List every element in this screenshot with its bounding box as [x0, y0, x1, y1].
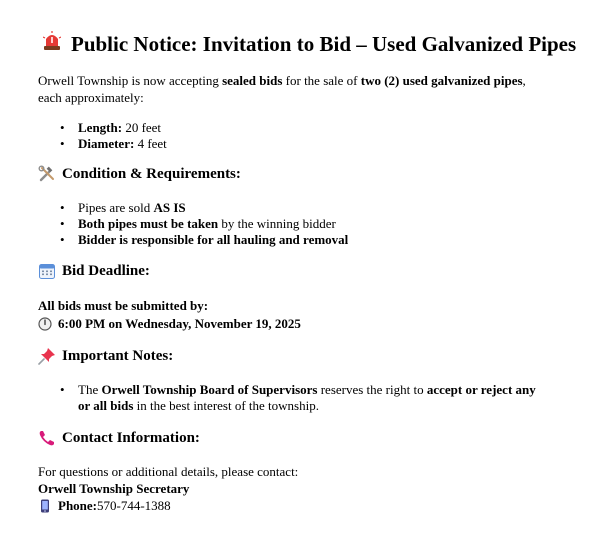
list-item: • Bidder is responsible for all hauling and removal [60, 232, 349, 247]
deadline-heading-text: Bid Deadline: [62, 262, 150, 279]
note-bold: accept or reject any [426, 382, 536, 397]
pushpin-icon [38, 347, 56, 365]
deadline-heading [38, 262, 150, 280]
clock-icon [38, 317, 52, 331]
contact-name: Orwell Township Secretary [38, 481, 190, 496]
condition-bold: AS IS [153, 200, 186, 215]
intro-bold-sealed: sealed bids [222, 73, 283, 88]
intro-paragraph [38, 72, 568, 106]
list-item: • Diameter: 4 feet [60, 136, 167, 151]
intro-text: , [522, 73, 526, 88]
note-text: in the best interest of the township. [133, 398, 319, 413]
condition-list [38, 200, 348, 248]
condition-heading [38, 165, 241, 183]
condition-text: Pipes are sold [78, 200, 154, 215]
deadline-line-1: All bids must be submitted by: [38, 298, 209, 313]
calendar-icon [38, 262, 56, 280]
phone-label: Phone: [58, 498, 97, 513]
intro-bold-pipes: two (2) used galvanized pipes [360, 73, 523, 88]
list-item: • Length: 20 feet [60, 120, 162, 135]
notes-heading [38, 347, 173, 365]
notes-list [38, 382, 568, 414]
specs-list [38, 120, 167, 152]
condition-bold: Bidder is responsible for all hauling and removal [78, 232, 349, 247]
hammer-wrench-icon [38, 165, 56, 183]
phone-value: 570-744-1388 [97, 498, 171, 513]
spec-value: 20 feet [122, 120, 162, 135]
rotating-light-icon [43, 31, 61, 57]
contact-heading [38, 429, 200, 447]
note-text: The [78, 382, 102, 397]
intro-line-2: each approximately: [38, 90, 144, 105]
spec-label: Length: [78, 120, 123, 135]
contact-heading-text: Contact Information: [62, 429, 200, 446]
intro-text: for the sale of [282, 73, 361, 88]
page-title [43, 31, 576, 57]
spec-label: Diameter: [78, 136, 135, 151]
note-bold: or all bids [78, 398, 134, 413]
note-bold: Orwell Township Board of Supervisors [101, 382, 318, 397]
contact-line-1: For questions or additional details, please contact: [38, 464, 299, 479]
list-item: • The Orwell Township Board of Supervisors reserves the right to accept or reject any or all bids in the best interest of the township. [60, 382, 536, 413]
list-item: • Both pipes must be taken by the winning bidder [60, 216, 336, 231]
telephone-receiver-icon [38, 429, 56, 447]
page-title-text: Public Notice: Invitation to Bid – Used Galvanized Pipes [71, 31, 577, 56]
notes-heading-text: Important Notes: [62, 347, 174, 364]
intro-text: Orwell Township is now accepting [38, 73, 223, 88]
mobile-phone-icon [38, 499, 52, 513]
condition-text: by the winning bidder [218, 216, 336, 231]
list-item: • Pipes are sold AS IS [60, 200, 186, 215]
deadline-block [38, 297, 301, 332]
condition-bold: Both pipes must be taken [78, 216, 219, 231]
spec-value: 4 feet [134, 136, 167, 151]
condition-heading-text: Condition & Requirements: [62, 165, 241, 182]
note-text: reserves the right to [317, 382, 427, 397]
deadline-date: 6:00 PM on Wednesday, November 19, 2025 [58, 316, 301, 331]
contact-block [38, 463, 298, 514]
